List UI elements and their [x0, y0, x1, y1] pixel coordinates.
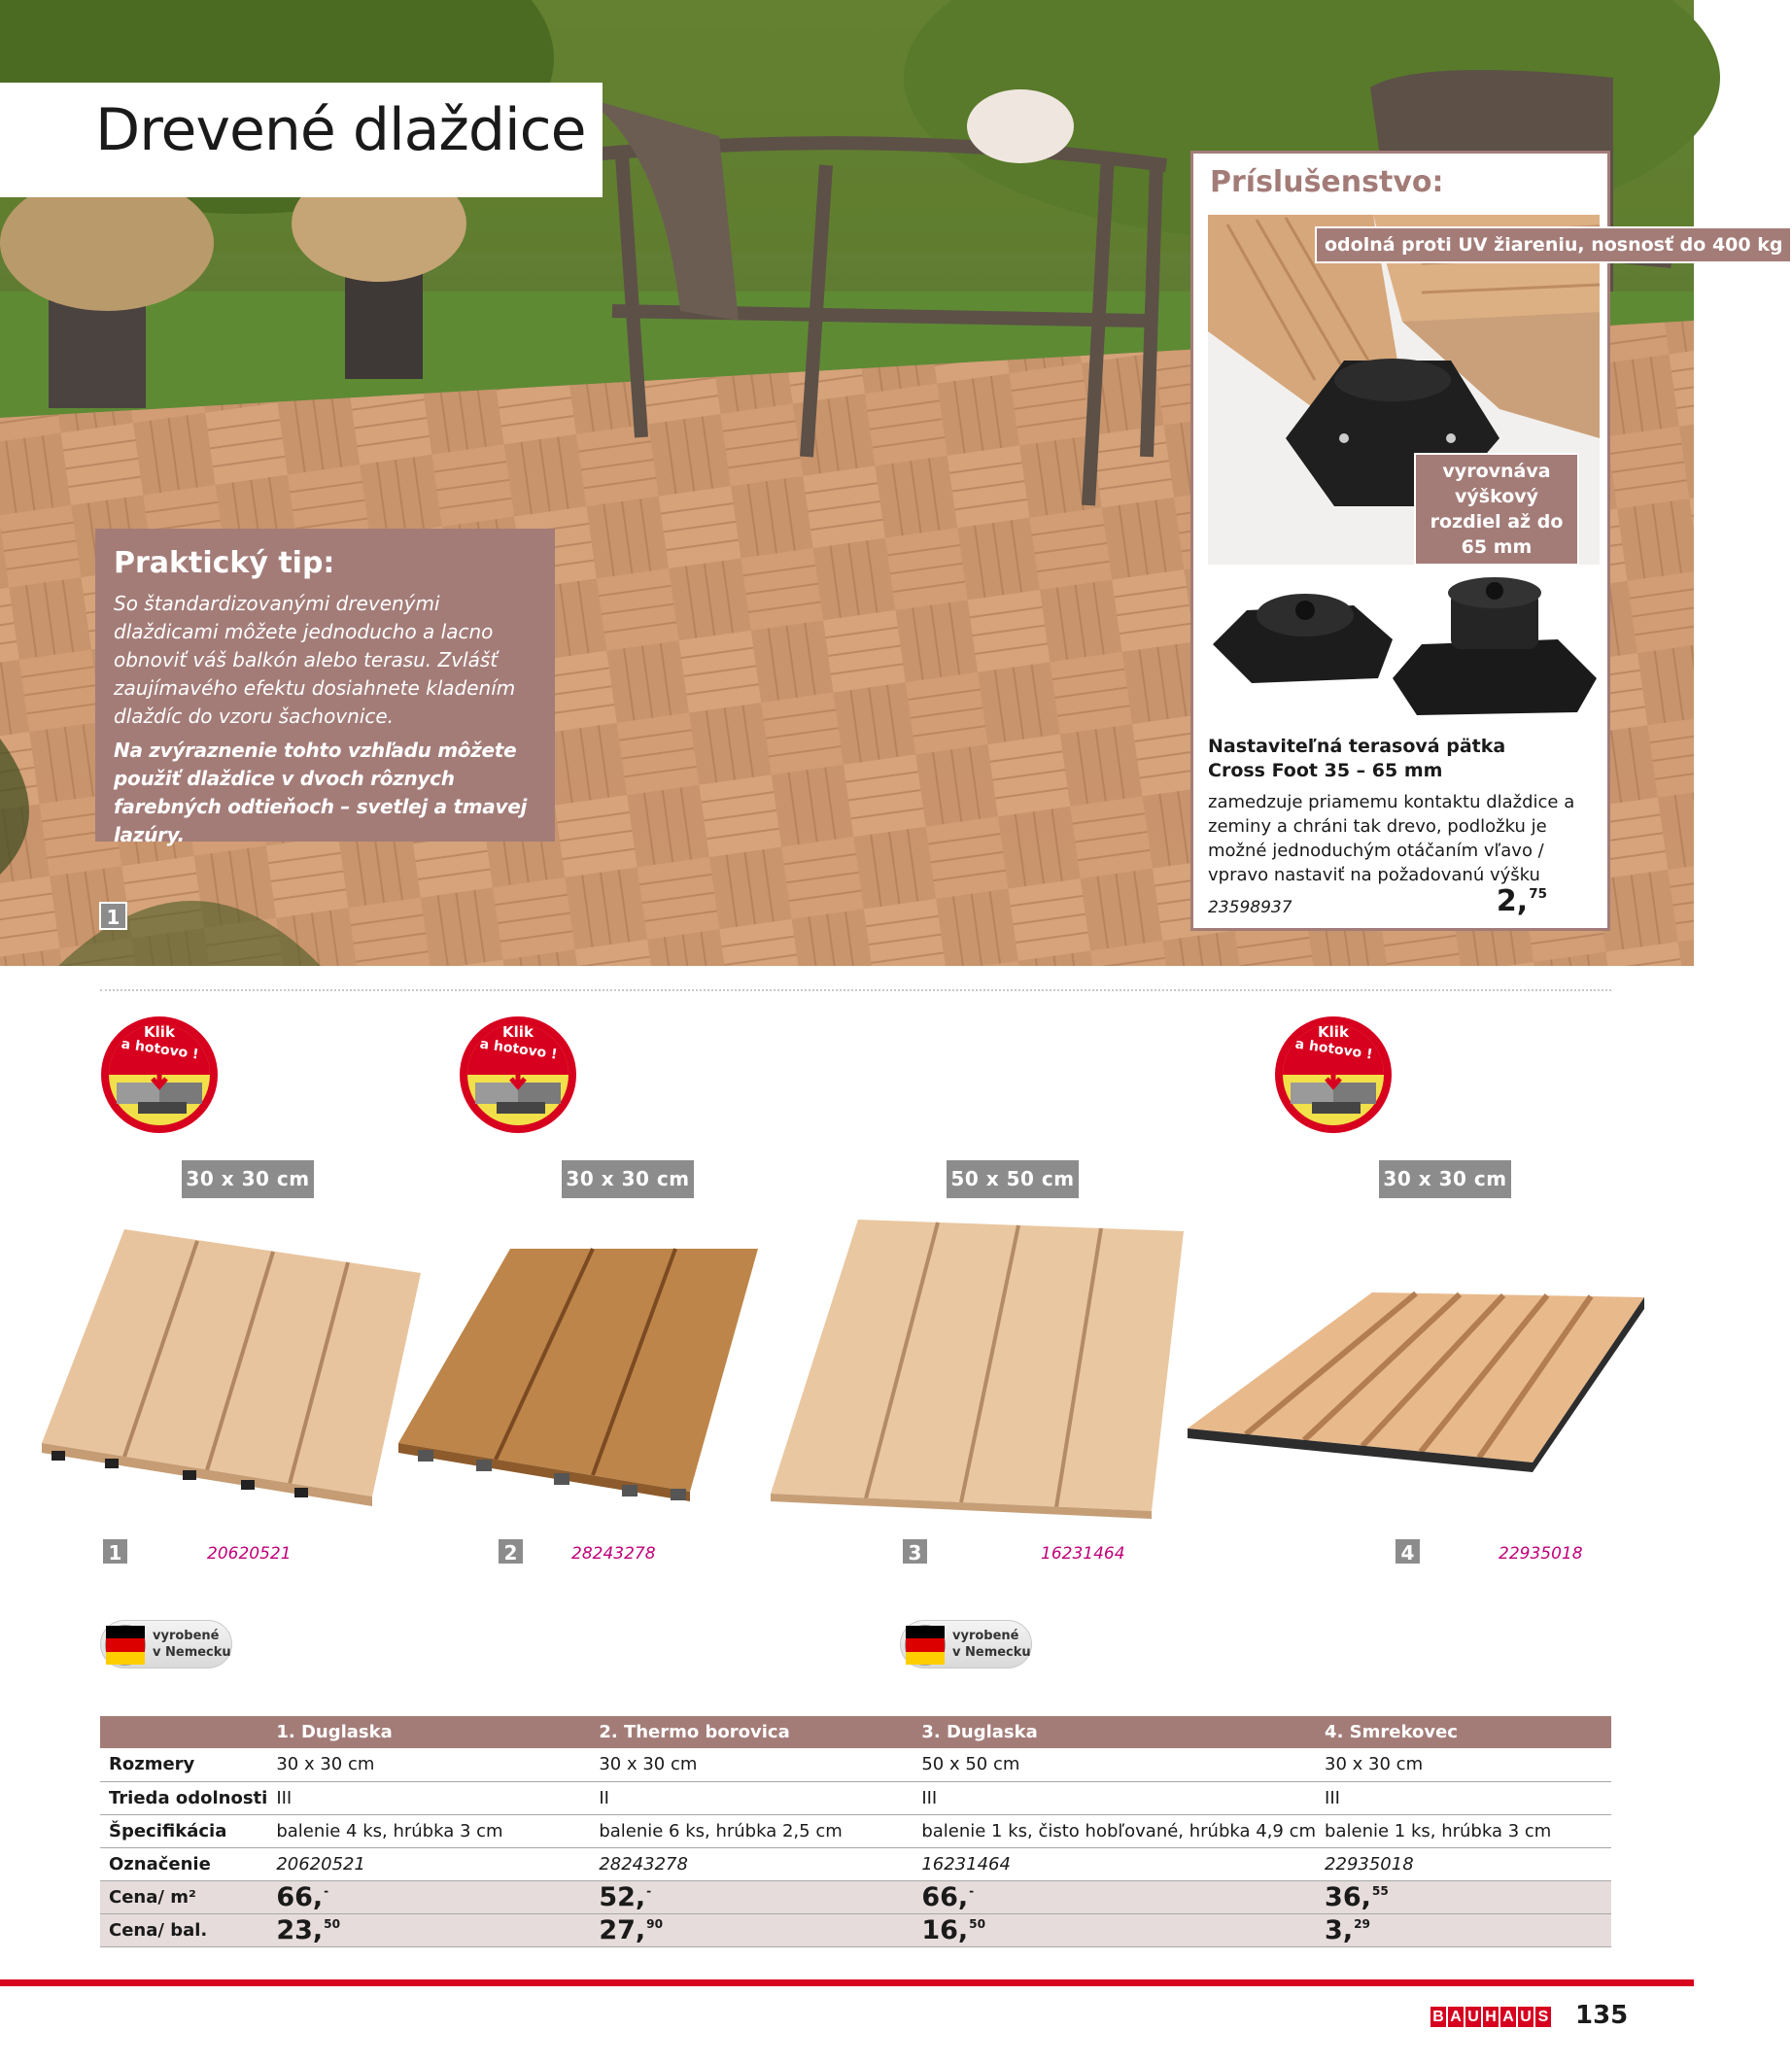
price-pack-1: 23,50: [267, 1913, 590, 1946]
tip-heading: Praktický tip:: [114, 546, 335, 580]
table-row-specification: [100, 1814, 1611, 1847]
size-badge-1: 30 x 30 cm: [182, 1160, 314, 1198]
accessory-name-line2: Cross Foot 35 – 65 mm: [1208, 760, 1443, 781]
accessory-name-line1: Nastaviteľná terasová pätka: [1208, 736, 1506, 757]
price-pack-4: 3,29: [1316, 1913, 1611, 1946]
product-code-1: 20620521: [207, 1544, 292, 1564]
label-uv-resistant: odolná proti UV žiareniu, nosnosť do 400 kg: [1315, 226, 1792, 263]
klik-text-1: Klik: [502, 1023, 534, 1041]
table-cell: 20620521: [267, 1847, 590, 1880]
table-row-durability: [100, 1781, 1611, 1814]
klik-badge-2: [458, 1015, 578, 1135]
table-row-code: [100, 1847, 1611, 1880]
product-code-3: 16231464: [1041, 1544, 1125, 1564]
product-number-2: 2: [497, 1537, 525, 1565]
table-cell: balenie 1 ks, hrúbka 3 cm: [1316, 1814, 1611, 1847]
bauhaus-logo: B A U H A U S: [1430, 2007, 1551, 2027]
made-in-line2: v Nemecku: [153, 1645, 231, 1660]
made-in-line1: vyrobené: [952, 1629, 1019, 1643]
price-m2-2: 52,-: [590, 1880, 913, 1913]
price-m2-3: 66,-: [913, 1880, 1316, 1913]
row-label: Cena/ m²: [100, 1880, 267, 1913]
section-divider: [100, 989, 1611, 991]
accessory-price: [1497, 884, 1547, 918]
klik-text-2: a hotovo !: [120, 1036, 200, 1063]
klik-badge-4: [1273, 1015, 1394, 1135]
accessory-price-main: 2,: [1496, 884, 1529, 918]
page-number: 135: [1575, 2001, 1629, 2030]
table-header-product-2: 2. Thermo borovica: [590, 1716, 913, 1748]
practical-tip-box: [95, 529, 555, 846]
tile-douglas-50: [771, 1220, 1189, 1521]
accessory-price-cents: 75: [1529, 886, 1547, 902]
table-cell: 30 x 30 cm: [1316, 1748, 1611, 1781]
row-label: Cena/ bal.: [100, 1913, 267, 1946]
row-label: Označenie: [100, 1847, 267, 1880]
table-header-empty: [100, 1716, 267, 1748]
tile-douglas-30: [37, 1229, 426, 1501]
product-number-3: 3: [901, 1537, 929, 1565]
product-spec-table: [100, 1716, 1611, 1947]
table-cell: 30 x 30 cm: [590, 1748, 913, 1781]
klik-text-1: Klik: [1318, 1023, 1349, 1041]
table-row-dimensions: [100, 1748, 1611, 1781]
price-pack-3: 16,50: [913, 1913, 1316, 1946]
product-code-2: 28243278: [571, 1544, 656, 1564]
klik-badge-1: [99, 1015, 220, 1135]
table-row-price-pack: [100, 1913, 1611, 1946]
size-badge-2: 30 x 30 cm: [562, 1160, 694, 1198]
table-cell: balenie 4 ks, hrúbka 3 cm: [267, 1814, 590, 1847]
table-cell: III: [913, 1781, 1316, 1814]
product-number-4: 4: [1394, 1537, 1422, 1565]
table-cell: balenie 6 ks, hrúbka 2,5 cm: [590, 1814, 913, 1847]
accessories-box: [1190, 151, 1783, 931]
table-header-product-3: 3. Duglaska: [913, 1716, 1316, 1748]
klik-text-1: Klik: [144, 1023, 175, 1041]
germany-flag-icon: [905, 1625, 946, 1666]
made-in-line2: v Nemecku: [952, 1645, 1031, 1660]
table-row-price-m2: [100, 1880, 1611, 1913]
row-label: Trieda odolnosti: [100, 1781, 267, 1814]
table-cell: 50 x 50 cm: [913, 1748, 1316, 1781]
page-title-box: [0, 83, 603, 197]
table-header-row: [100, 1716, 1611, 1748]
product-code-4: 22935018: [1499, 1544, 1583, 1564]
table-header-product-1: 1. Duglaska: [267, 1716, 590, 1748]
made-in-germany-badge-3: [900, 1620, 1032, 1668]
photo-product-number: 1: [99, 902, 127, 930]
table-cell: 28243278: [590, 1847, 913, 1880]
table-cell: II: [590, 1781, 913, 1814]
cross-foot-variants-image: [1208, 571, 1600, 717]
klik-text-2: a hotovo !: [478, 1036, 559, 1063]
made-in-germany-badge-1: [100, 1620, 232, 1668]
table-cell: balenie 1 ks, čisto hobľované, hrúbka 4,9 cm: [913, 1814, 1316, 1847]
tile-larch-30: [1188, 1288, 1644, 1472]
table-header-product-4: 4. Smrekovec: [1316, 1716, 1611, 1748]
row-label: Rozmery: [100, 1748, 267, 1781]
tile-thermo-pine-30: [398, 1244, 768, 1511]
accessory-name: [1208, 735, 1505, 783]
row-label: Špecifikácia: [100, 1814, 267, 1847]
table-cell: 16231464: [913, 1847, 1316, 1880]
page-title: Drevené dlaždice: [95, 96, 586, 164]
size-badge-3: 50 x 50 cm: [947, 1160, 1079, 1198]
cross-foot-photo: [1208, 215, 1783, 565]
accessory-code: 23598937: [1208, 898, 1292, 917]
price-pack-2: 27,90: [590, 1913, 913, 1946]
tip-bold-text: Na zvýraznenie tohto vzhľadu môžete použiť dlaždice v dvoch rôznych farebných odtieňoch – svetlej a tmavej lazúry.: [114, 739, 528, 846]
hero-photo: [0, 0, 1783, 966]
label-height-adjust: vyrovnáva výškový rozdiel až do 65 mm: [1414, 453, 1579, 566]
table-cell: III: [1316, 1781, 1611, 1814]
price-m2-4: 36,55: [1316, 1880, 1611, 1913]
tip-text: So štandardizovanými drevenými dlaždicami môžete jednoducho a lacno obnoviť váš balkón alebo terasu. Zvlášť zaujímavého efektu dosiahnete kladením dlaždíc do vzoru šachovnice.: [114, 592, 516, 728]
table-cell: III: [267, 1781, 590, 1814]
klik-text-2: a hotovo !: [1293, 1036, 1374, 1063]
price-m2-1: 66,-: [267, 1880, 590, 1913]
accessory-description: zamedzuje priamemu kontaktu dlaždice a zeminy a chráni tak drevo, podložku je možné jednoduchým otáčaním vľavo / vpravo nastaviť na požadovanú výšku: [1208, 792, 1575, 885]
footer-red-rule: [0, 1979, 1694, 1986]
table-cell: 30 x 30 cm: [267, 1748, 590, 1781]
made-in-line1: vyrobené: [153, 1629, 220, 1643]
product-number-1: 1: [101, 1537, 129, 1565]
germany-flag-icon: [105, 1625, 146, 1666]
table-cell: 22935018: [1316, 1847, 1611, 1880]
accessories-title: Príslušenstvo:: [1210, 165, 1444, 199]
size-badge-4: 30 x 30 cm: [1379, 1160, 1511, 1198]
